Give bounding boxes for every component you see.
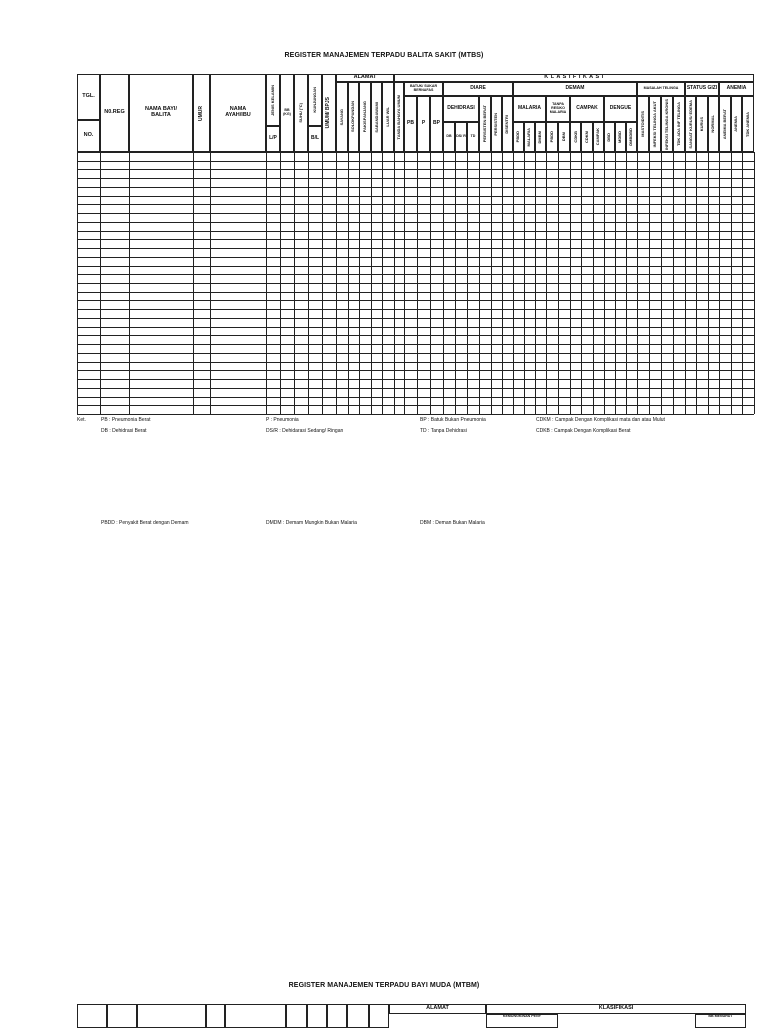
table-row-line [77,353,754,354]
table-column-line [336,152,337,414]
table-row-line [77,318,754,319]
table-column-line [308,152,309,414]
header-jenis-kelamin [266,74,280,126]
header-bl: B/L [308,126,322,152]
table-column-line [467,152,468,414]
legend-cdkm: CDKM : Campak Dengan Komplikasi mata dan atau Mulut [536,417,665,423]
anemia-col-1-label: ANEMIA [733,116,739,132]
mtbs-title: REGISTER MANAJEMEN TERPADU BALITA SAKIT (MTBS) [284,52,484,59]
campak-col-0-label: CDKB [572,131,578,143]
header-anemia: ANEMIA [719,82,754,96]
header-dehidrasi: DEHIDRASI [443,96,479,122]
header-noreg: N0.REG [100,74,129,152]
header-nama-ayah: NAMA AYAH/IBU [210,74,266,152]
malaria-col-2-label: DMBM [537,130,543,144]
dengue-col-1-label: MDBD [617,131,623,143]
header-pb-label: PERSISTEN BERAT [481,105,487,143]
header-tgl: TGL. [77,74,100,120]
table-column-line [546,152,547,414]
telinga-col-3-label: TDK ADA INF TELINGA [675,102,681,146]
table-row-line [77,344,754,345]
table-column-line [430,152,431,414]
malaria-col-0-label: PBDD [515,131,521,143]
alamat-col-0-label: SAYANG [338,108,344,126]
legend-dbm: DBM : Deman Bukan Malaria [420,520,485,526]
alamat-col-1 [348,82,360,152]
table-row-line [77,397,754,398]
anemia-col-0-label: ANEMIA BERAT [721,108,727,140]
table-row-line [77,274,754,275]
table-row-line [77,379,754,380]
header-umum-label: UMUM/ BPJS [325,97,332,129]
table-row-line [77,187,754,188]
header-no: NO. [77,120,100,152]
table-column-line [604,152,605,414]
table-column-line [754,152,755,414]
mtbm-alamat: ALAMAT [389,1004,486,1014]
tanpa_resiko-col-0 [546,122,558,152]
header-alamat: ALAMAT [336,74,394,82]
header-nama-bayi: NAMA BAYI/ BALITA [129,74,193,152]
table-column-line [294,152,295,414]
telinga-col-2 [661,96,673,152]
table-column-line [731,152,732,414]
tanpa_resiko-col-1-label: DBM [560,132,566,142]
header-persisten-label: PERSISTEN [493,112,499,136]
table-row-line [77,222,754,223]
header-umum-bpjs [322,74,336,152]
table-column-line [280,152,281,414]
mtbm-col-5 [225,1004,286,1028]
alamat-col-4 [382,82,394,152]
table-column-line [359,152,360,414]
gizi-col-1-label: KURUS [698,116,704,132]
gizi-col-0-label: SANGAT KURUS/ EDEMA [687,99,693,149]
alamat-col-3-label: SABANDAWAMI [373,101,379,133]
telinga-col-1-label: INFEKSI TELINGA AKUT [651,100,657,148]
table-column-line [696,152,697,414]
alamat-col-1-label: SOLOKPANDAN [350,101,356,133]
table-column-line [210,152,211,414]
table-row-line [77,362,754,363]
header-masalah-telinga: MASALAH TELINGA [637,82,685,96]
table-column-line [673,152,674,414]
header-kunjungan-label: KUNJUNGAN [311,87,317,113]
mtbm-col-9 [347,1004,369,1028]
table-column-line [404,152,405,414]
table-column-line [524,152,525,414]
gizi-col-2-label: NORMAL [710,115,716,133]
table-column-line [661,152,662,414]
header-suhu [294,74,308,152]
dengue-col-2-label: DMBDBD [628,128,634,146]
table-column-line [491,152,492,414]
table-row-line [77,213,754,214]
campak-col-1 [581,122,592,152]
dehidrasi-col-2: TD [467,122,479,152]
header-suhu-label: SUHU (°C) [297,103,303,123]
table-column-line [719,152,720,414]
table-row-line [77,370,754,371]
gizi-col-1 [696,96,707,152]
table-row-line [77,405,754,406]
legend-pbdd: PBDD : Penyakit Berat dengan Demam [101,520,189,526]
table-column-line [637,152,638,414]
campak-col-1-label: CDKM [583,131,589,143]
mtbm-col-2 [107,1004,137,1028]
header-tanda-bahaya [394,82,404,152]
header-persisten-berat [479,96,491,152]
table-column-line [193,152,194,414]
batuk-col-0: PB [404,96,417,152]
table-row-line [77,239,754,240]
anemia-col-1 [731,96,743,152]
table-row-line [77,283,754,284]
table-row-line [77,300,754,301]
table-column-line [502,152,503,414]
anemia-col-2 [742,96,754,152]
mtbm-col-8 [327,1004,347,1028]
header-lp: L/P [266,126,280,152]
header-batuk: BATUK/ SUKAR BERNAFAS [404,82,443,96]
dengue-col-1 [615,122,626,152]
mtbm-title: REGISTER MANAJEMEN TERPADU BAYI MUDA (MTBM) [288,982,480,989]
table-column-line [479,152,480,414]
table-row-line [77,292,754,293]
table-column-line [535,152,536,414]
table-row-line [77,196,754,197]
legend-dsr: DS/R : Dehidarasi Sedang/ Ringan [266,428,344,434]
table-row-line [77,309,754,310]
table-row-line [77,169,754,170]
table-row-line [77,152,754,153]
table-column-line [685,152,686,414]
table-row-line [77,204,754,205]
table-column-line [615,152,616,414]
table-column-line [371,152,372,414]
table-column-line [77,152,78,414]
legend-bp: BP : Batuk Bukan Pneumonia [420,417,486,423]
malaria-col-0 [513,122,524,152]
table-row-line [77,335,754,336]
anemia-col-2-label: TDK ANEMIA [745,111,751,137]
telinga-col-3 [673,96,685,152]
legend-db: DB : Dehidrasi Berat [101,428,147,434]
tanpa_resiko-col-1 [558,122,570,152]
table-column-line [129,152,130,414]
header-persisten [491,96,502,152]
table-column-line [570,152,571,414]
malaria-col-1-label: MALARIA [526,127,532,147]
dehidrasi-col-0: DB [443,122,455,152]
header-kunjungan [308,74,322,126]
header-bb: BB (KG) [280,74,294,152]
table-column-line [742,152,743,414]
telinga-col-1 [649,96,661,152]
telinga-col-0-label: MASTOIDITIS [639,111,645,137]
legend-td: TD : Tanpa Dehidrasi [420,428,467,434]
malaria-col-1 [524,122,535,152]
table-column-line [626,152,627,414]
legend-ket: Ket. [77,417,86,423]
dengue-col-0 [604,122,615,152]
header-dengue: DENGUE [604,96,637,122]
table-column-line [443,152,444,414]
table-row-line [77,414,754,415]
table-column-line [382,152,383,414]
telinga-col-2-label: INFEKSI TELINGA KRONIS [663,98,669,150]
campak-col-2-label: CAMPAK [595,128,601,146]
legend-dmdm: DMDM : Demam Mungkin Bukan Malaria [266,520,357,526]
header-tanda-label: TANDA BAHAYA UMUM [395,94,401,140]
table-column-line [417,152,418,414]
table-column-line [581,152,582,414]
dehidrasi-col-1: DS/ R [455,122,467,152]
legend-cdkb: CDKB : Campak Dengan Komplikasi Berat [536,428,631,434]
header-umur [193,74,210,152]
alamat-col-2 [359,82,371,152]
alamat-col-2-label: PAKISPANJANG [361,101,367,133]
gizi-col-2 [708,96,719,152]
table-column-line [513,152,514,414]
batuk-col-1: P [417,96,430,152]
alamat-col-3 [371,82,383,152]
table-column-line [266,152,267,414]
header-diare: DIARE [443,82,513,96]
table-column-line [348,152,349,414]
mtbm-col-4 [206,1004,225,1028]
table-column-line [593,152,594,414]
campak-col-0 [570,122,581,152]
batuk-col-2: BP [430,96,443,152]
mtbm-col-3 [137,1004,206,1028]
table-column-line [649,152,650,414]
mtbm-col-10 [369,1004,389,1028]
mtbm-bb-menurut: BB MENURUT [695,1014,746,1028]
mtbm-col-6 [286,1004,307,1028]
header-tanpa-resiko: TANPA RESIKO MALARIA [546,96,570,122]
mtbm-col-7 [307,1004,327,1028]
table-row-line [77,178,754,179]
alamat-col-4-label: LUAR WIL [385,107,391,127]
mtbm-col-1 [77,1004,107,1028]
anemia-col-0 [719,96,731,152]
table-column-line [322,152,323,414]
mtbm-klasifikasi: KLASIFIKASI [486,1004,746,1014]
campak-col-2 [593,122,604,152]
legend-p: P : Pneumonia [266,417,299,423]
header-demam: DEMAM [513,82,637,96]
table-row-line [77,248,754,249]
header-umur-label: UMUR [197,105,204,121]
header-jk-label: JENIS KELAMIN [269,84,275,116]
table-column-line [455,152,456,414]
legend-pb: PB : Pneumonia Berat [101,417,151,423]
alamat-col-0 [336,82,348,152]
header-status-gizi: STATUS GIZI [685,82,719,96]
telinga-col-0 [637,96,649,152]
dengue-col-0-label: DBD [606,132,612,142]
tanpa_resiko-col-0-label: PBDD [548,131,554,143]
table-row-line [77,388,754,389]
table-row-line [77,161,754,162]
header-klasifikasi: K L A S I F I K A S I [394,74,754,82]
header-campak: CAMPAK [570,96,604,122]
malaria-col-2 [535,122,546,152]
header-disentri [502,96,513,152]
table-column-line [708,152,709,414]
table-column-line [558,152,559,414]
table-row-line [77,327,754,328]
dengue-col-2 [626,122,637,152]
table-row-line [77,231,754,232]
table-row-line [77,266,754,267]
header-malaria: MALARIA [513,96,546,122]
table-column-line [100,152,101,414]
mtbm-kemungkinan: KEMUNGKINAN PENY [486,1014,558,1028]
gizi-col-0 [685,96,696,152]
header-disentri-label: DISENTRI [504,114,510,134]
table-row-line [77,257,754,258]
table-column-line [394,152,395,414]
